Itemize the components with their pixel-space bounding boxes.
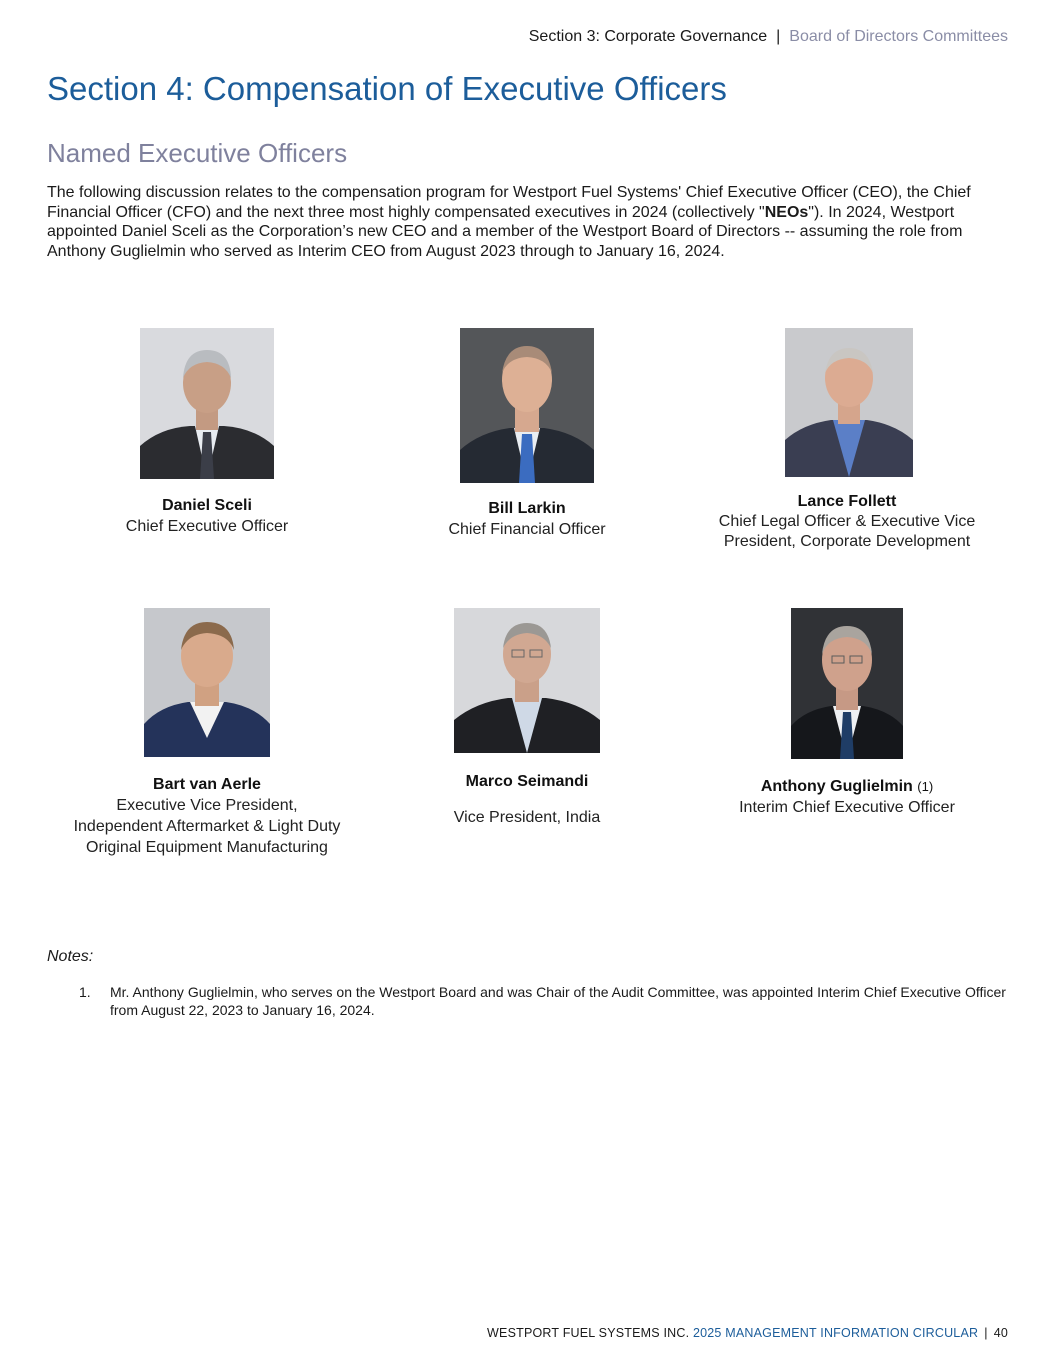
- portrait-photo: [140, 328, 274, 479]
- portrait-photo: [460, 328, 594, 483]
- portrait-photo: [454, 608, 600, 753]
- officer-role: Vice President, India: [453, 809, 601, 826]
- officer-name: Lance Follett: [797, 493, 897, 510]
- page-number: 40: [993, 1326, 1008, 1340]
- footnote-ref: (1): [917, 779, 934, 794]
- intro-paragraph: [47, 183, 1007, 261]
- intro-bold-term: NEOs: [764, 203, 809, 221]
- portrait-photo: [144, 608, 270, 757]
- officer-card: [697, 492, 997, 552]
- page-footer: [487, 1326, 1008, 1340]
- header-separator: |: [776, 28, 781, 45]
- intro-text-1: The following discussion relates to the compensation program for Westport Fuel Systems' Chief Executive Officer (CEO), the Chief Financial Officer (CFO) and the next three most highly compensated executives in 2024 (collectively ": [47, 184, 971, 221]
- footer-company: WESTPORT FUEL SYSTEMS INC.: [487, 1326, 690, 1340]
- officer-role-line: Executive Vice President,: [116, 797, 298, 814]
- footer-document: 2025 MANAGEMENT INFORMATION CIRCULAR: [692, 1326, 979, 1340]
- header-section: Section 3: Corporate Governance: [528, 28, 768, 45]
- officer-name: Marco Seimandi: [465, 773, 589, 790]
- notes-label: Notes:: [47, 948, 94, 965]
- portrait-photo: [791, 608, 903, 759]
- officer-name: Bart van Aerle: [153, 776, 261, 793]
- officer-card: [387, 771, 667, 828]
- officer-role: Chief Financial Officer: [448, 521, 606, 538]
- officer-name: Bill Larkin: [488, 500, 566, 517]
- officer-role-line: Chief Legal Officer & Executive Vice: [718, 513, 976, 530]
- officer-card: [47, 774, 367, 858]
- officer-role-line: Original Equipment Manufacturing: [86, 839, 328, 856]
- intro-text-2: "). In 2024, Westport appointed Daniel Sceli as the Corporation’s new CEO and a member of the Westport Board of Directors -- assuming the role from Anthony Guglielmin who served as Interim CEO from August 2023 through to January 16, 2024.: [47, 203, 963, 260]
- section-title: Section 4: Compensation of Executive Officers: [47, 70, 727, 107]
- officer-role: Chief Executive Officer: [125, 518, 289, 535]
- note-item: [79, 983, 1009, 1019]
- officer-role-line: President, Corporate Development: [723, 533, 971, 550]
- subsection-title: Named Executive Officers: [47, 138, 348, 168]
- officer-card: [697, 776, 997, 818]
- officer-name: Daniel Sceli: [162, 497, 252, 514]
- officer-role: Interim Chief Executive Officer: [739, 799, 955, 816]
- officer-role-line: Independent Aftermarket & Light Duty: [73, 818, 341, 835]
- footer-separator: |: [984, 1326, 988, 1340]
- header-subsection: Board of Directors Committees: [789, 28, 1008, 45]
- portrait-photo: [785, 328, 913, 477]
- note-text: Mr. Anthony Guglielmin, who serves on the Westport Board and was Chair of the Audit Committee, was appointed Interim Chief Executive Officer from August 22, 2023 to January 16, 2024.: [110, 984, 1006, 1018]
- page-header: [529, 28, 1008, 46]
- officer-name: Anthony Guglielmin: [760, 778, 913, 795]
- officer-card: [67, 495, 347, 537]
- officer-card: [387, 498, 667, 540]
- officer-name-line: [697, 776, 997, 797]
- note-number: 1.: [79, 984, 91, 1000]
